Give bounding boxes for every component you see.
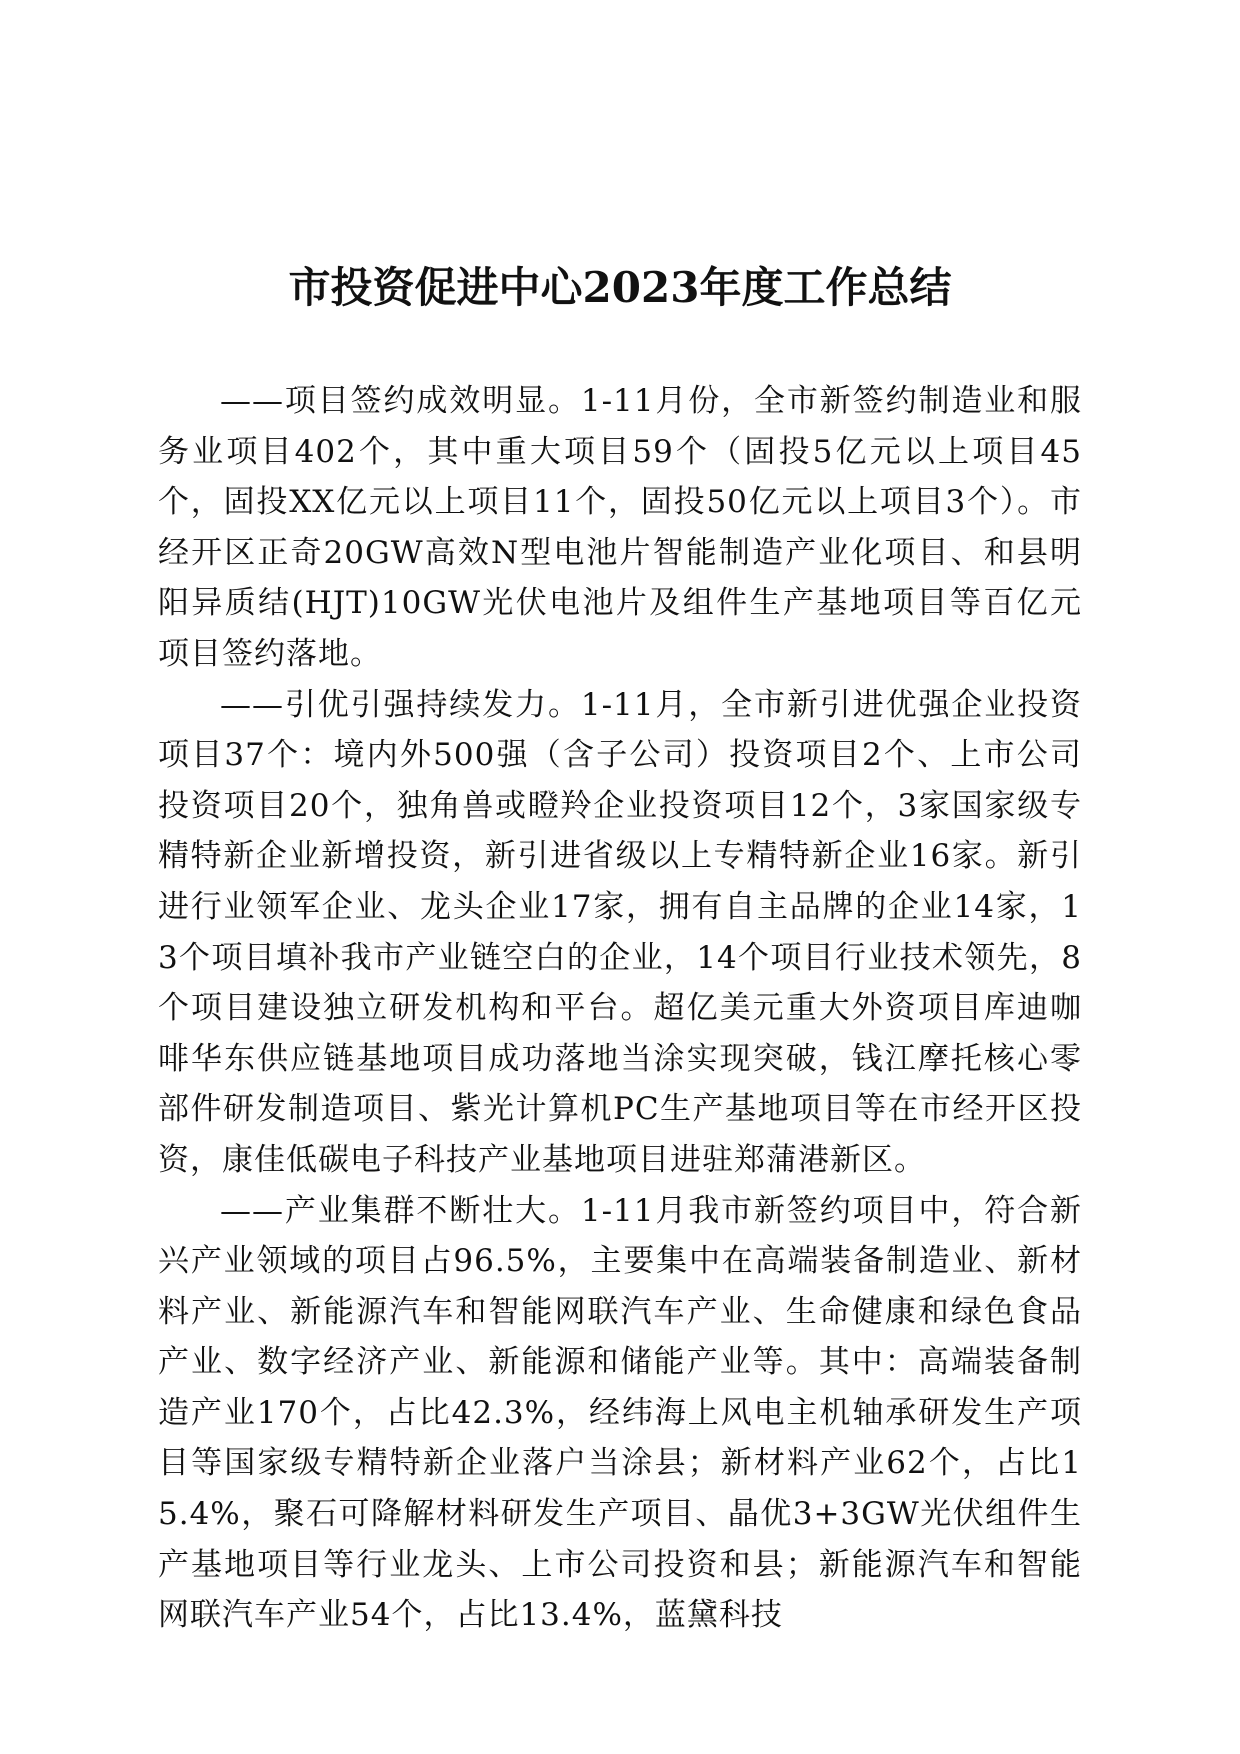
document-body xyxy=(158,376,1082,1641)
paragraph-project-signing: ——项目签约成效明显。1-11月份，全市新签约制造业和服务业项目402个，其中重大项目59个（固投5亿元以上项目45个，固投XX亿元以上项目11个，固投50亿元以上项目3个）。市经开区正奇20GW高效N型电池片智能制造产业化项目、和县明阳异质结(HJT)10GW光伏电池片及组件生产基地项目等百亿元项目签约落地。 xyxy=(158,383,1082,672)
paragraph-attract-strong-enterprises: ——引优引强持续发力。1-11月，全市新引进优强企业投资项目37个：境内外500强（含子公司）投资项目2个、上市公司投资项目20个，独角兽或瞪羚企业投资项目12个，3家国家级专精特新企业新增投资，新引进省级以上专精特新企业16家。新引进行业领军企业、龙头企业17家，拥有自主品牌的企业14家，13个项目填补我市产业链空白的企业，14个项目行业技术领先，8个项目建设独立研发机构和平台。超亿美元重大外资项目库迪咖啡华东供应链基地项目成功落地当涂实现突破，钱江摩托核心零部件研发制造项目、紫光计算机PC生产基地项目等在市经开区投资，康佳低碳电子科技产业基地项目进驻郑蒲港新区。 xyxy=(158,686,1082,1178)
paragraph-industry-clusters: ——产业集群不断壮大。1-11月我市新签约项目中，符合新兴产业领域的项目占96.5%，主要集中在高端装备制造业、新材料产业、新能源汽车和智能网联汽车产业、生命健康和绿色食品产业、数字经济产业、新能源和储能产业等。其中：高端装备制造产业170个，占比42.3%，经纬海上风电主机轴承研发生产项目等国家级专精特新企业落户当涂县；新材料产业62个，占比15.4%，聚石可降解材料研发生产项目、晶优3+3GW光伏组件生产基地项目等行业龙头、上市公司投资和县；新能源汽车和智能网联汽车产业54个，占比13.4%，蓝黛科技 xyxy=(158,1192,1082,1634)
document-title: 市投资促进中心2023年度工作总结 xyxy=(288,263,952,312)
